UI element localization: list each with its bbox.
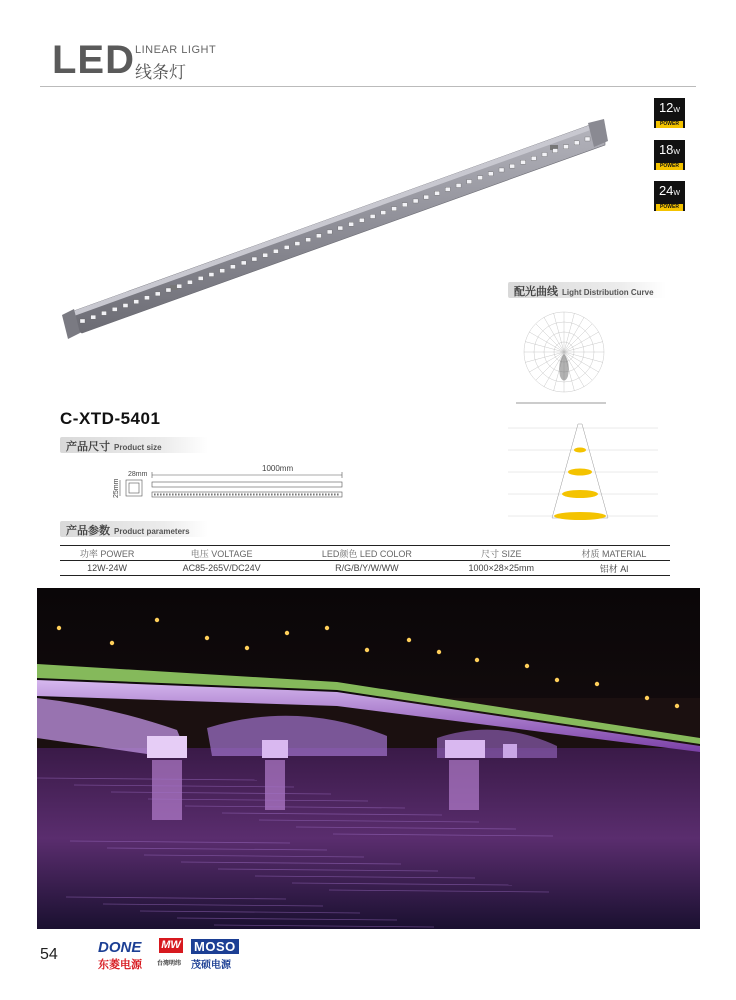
header-voltage: 电压 VOLTAGE (154, 546, 289, 561)
value-size: 1000×28×25mm (445, 561, 558, 576)
header-divider (40, 86, 696, 87)
header-power: 功率 POWER (60, 546, 154, 561)
brand-mw-logo: MW (159, 938, 183, 953)
badge-label: POWER (656, 204, 683, 211)
curve-section-cn: 配光曲线 (514, 286, 558, 298)
value-led-color: R/G/B/Y/W/WW (289, 561, 445, 576)
value-material: 铝材 Al (558, 561, 670, 576)
badge-label: POWER (656, 121, 683, 128)
curve-section-en: Light Distribution Curve (562, 288, 654, 297)
badge-value: 18 (658, 142, 674, 157)
value-power: 12W-24W (60, 561, 154, 576)
table-header-row (60, 546, 670, 561)
header-material: 材质 MATERIAL (558, 546, 670, 561)
badge-label: POWER (656, 163, 683, 170)
dimension-drawing (116, 462, 348, 504)
badge-unit: W (673, 107, 681, 114)
header-led-title: LED (52, 38, 135, 82)
parameter-table (60, 545, 670, 576)
badge-value: 12 (658, 100, 674, 115)
badge-unit: W (673, 190, 681, 197)
model-number: C-XTD-5401 (60, 409, 161, 428)
polar-distribution-diagram (508, 302, 618, 414)
brand-moso-logo: MOSO (191, 939, 239, 954)
dim-width-label: 28mm (128, 471, 148, 478)
power-badge-18w (654, 140, 685, 170)
value-voltage: AC85-265V/DC24V (154, 561, 289, 576)
size-section-title (60, 437, 208, 453)
brand-done-cn: 东菱电源 (98, 959, 142, 971)
curve-section-title (508, 282, 666, 298)
size-section-cn: 产品尺寸 (66, 441, 110, 453)
badge-value: 24 (658, 183, 674, 198)
params-section-cn: 产品参数 (66, 525, 110, 537)
brand-mw-cn: 台湾明纬 (157, 961, 182, 967)
power-badge-12w (654, 98, 685, 128)
power-badge-24w (654, 181, 685, 211)
table-row (60, 561, 670, 576)
bridge-night-photo (37, 588, 700, 929)
header-en-subtitle: LINEAR LIGHT (135, 44, 217, 56)
size-section-en: Product size (114, 443, 162, 452)
page-number: 54 (40, 946, 58, 963)
badge-unit: W (673, 149, 681, 156)
params-section-en: Product parameters (114, 527, 190, 536)
dim-height-label: 25mm (113, 478, 120, 498)
dim-length-label: 1000mm (262, 464, 294, 473)
header-cn-subtitle: 线条灯 (135, 63, 186, 82)
header-led-color: LED颜色 LED COLOR (289, 546, 445, 561)
params-section-title (60, 521, 208, 537)
brand-moso-cn: 茂硕电源 (191, 960, 231, 971)
illuminance-cone-diagram (508, 420, 658, 520)
brand-done-logo: DONE (98, 939, 142, 956)
header-size: 尺寸 SIZE (445, 546, 558, 561)
